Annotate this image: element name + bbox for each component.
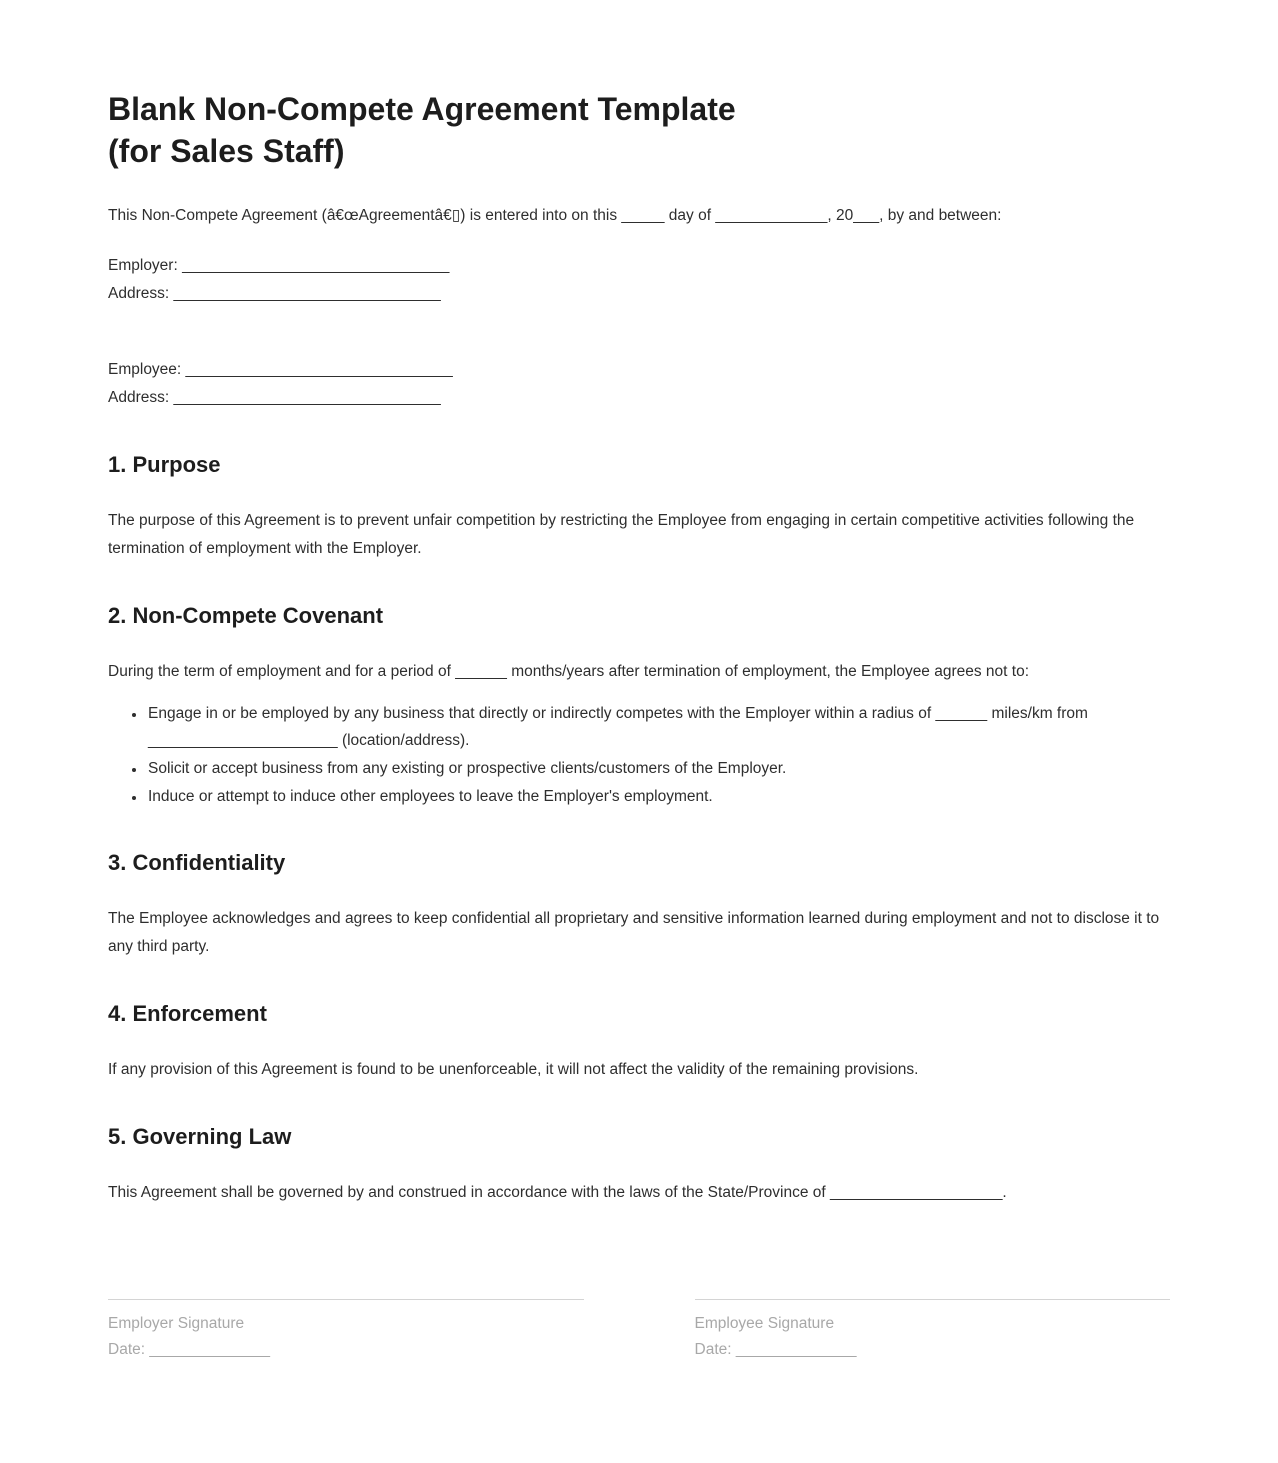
section-purpose-paragraph: The purpose of this Agreement is to prevent unfair competition by restricting the Employee from engaging in certain competitive activities following the termination of employment with the Employer.: [108, 512, 1135, 557]
section-non-compete-covenant: [108, 601, 1170, 810]
document-title: [108, 88, 1170, 172]
section-governing-law: [108, 1122, 1170, 1207]
employer-signature-date-line: Date: ______________: [108, 1341, 271, 1358]
section-governing-law-heading: 5. Governing Law: [108, 1124, 292, 1149]
employee-block: [108, 356, 1170, 412]
section-enforcement-heading: 4. Enforcement: [108, 1001, 267, 1026]
covenant-bullet-solicit: • Solicit or accept business from any existing or prospective clients/customers of the Employer.: [146, 755, 1170, 782]
employee-signature-label: Employee Signature: [694, 1315, 835, 1332]
intro-paragraph: This Non-Compete Agreement (â€œAgreementâ€▯) is entered into on this _____ day of _____________, 20___, by and between:: [108, 207, 1002, 224]
section-covenant-paragraph: During the term of employment and for a period of ______ months/years after termination of employment, the Employee agrees not to:: [108, 663, 1030, 680]
section-governing-law-paragraph: This Agreement shall be governed by and construed in accordance with the laws of the State/Province of ____________________.: [108, 1184, 1007, 1201]
section-purpose-heading: 1. Purpose: [108, 452, 221, 477]
employee-signature-block: [695, 1299, 1171, 1363]
covenant-bullet-list: [108, 700, 1170, 810]
section-covenant-heading: 2. Non-Compete Covenant: [108, 603, 384, 628]
employer-signature-block: [108, 1299, 584, 1363]
covenant-bullet-induce: • Induce or attempt to induce other employees to leave the Employer's employment.: [146, 783, 1170, 810]
employee-address-field: Address: _______________________________: [108, 389, 441, 406]
signature-row: [108, 1299, 1170, 1363]
section-confidentiality: [108, 848, 1170, 961]
section-confidentiality-heading: 3. Confidentiality: [108, 850, 286, 875]
employee-signature-date-line: Date: ______________: [694, 1341, 857, 1358]
section-confidentiality-paragraph: The Employee acknowledges and agrees to keep confidential all proprietary and sensitive information learned during employment and not to disclose it to any third party.: [108, 910, 1160, 955]
section-enforcement-paragraph: If any provision of this Agreement is found to be unenforceable, it will not affect the validity of the remaining provisions.: [108, 1061, 919, 1078]
employer-signature-label: Employer Signature: [108, 1315, 245, 1332]
section-enforcement: [108, 999, 1170, 1084]
covenant-bullet-radius: • Engage in or be employed by any business that directly or indirectly competes with the Employer within a radius of ______ miles/km from ______________________ (location/address).: [146, 700, 1170, 754]
employer-block: [108, 252, 1170, 308]
document-title-line2: (for Sales Staff): [108, 133, 345, 169]
document-title-line1: Blank Non-Compete Agreement Template: [108, 91, 736, 127]
section-purpose: [108, 450, 1170, 563]
employer-address-field: Address: _______________________________: [108, 285, 441, 302]
employee-name-field: Employee: _______________________________: [108, 361, 453, 378]
employer-name-field: Employer: _______________________________: [108, 257, 450, 274]
